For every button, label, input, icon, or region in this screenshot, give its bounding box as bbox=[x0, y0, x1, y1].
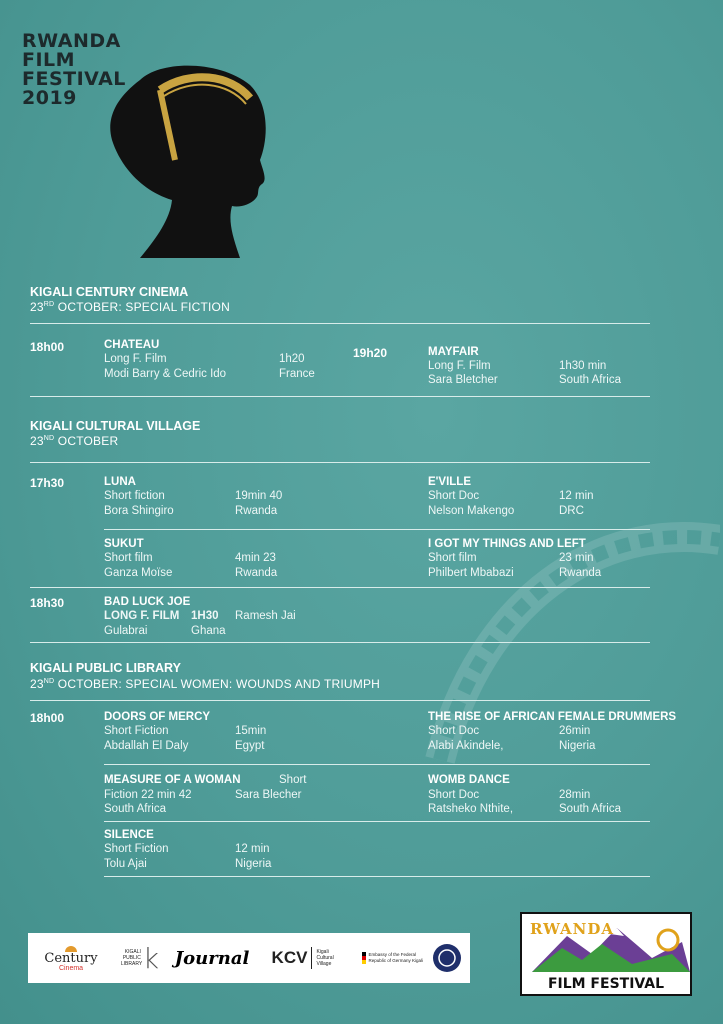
kigali-public-library-logo: KIGALI PUBLIC LIBRARY k bbox=[120, 941, 160, 975]
film-category: Short fiction bbox=[104, 490, 165, 502]
divider bbox=[30, 462, 650, 463]
film-country: DRC bbox=[559, 505, 584, 517]
screening-time: 18h30 bbox=[30, 596, 65, 610]
venue-date: 23ND OCTOBER bbox=[30, 434, 119, 448]
film-country: Rwanda bbox=[235, 505, 278, 517]
festival-title-line-1: RWANDA bbox=[22, 30, 121, 52]
film-duration: 26min bbox=[559, 725, 591, 737]
film-director: Sara Blecher bbox=[235, 789, 302, 801]
film-director: Ratsheko Nthite, bbox=[428, 803, 514, 815]
film-duration: 1H30 bbox=[191, 610, 219, 622]
festival-title-line-3: FESTIVAL bbox=[22, 68, 126, 90]
film-director: Abdallah El Daly bbox=[104, 740, 189, 752]
film-duration: 4min 23 bbox=[235, 552, 276, 564]
film-country: Rwanda bbox=[559, 567, 602, 579]
film-country: South Africa bbox=[559, 803, 622, 815]
film-director: Bora Shingiro bbox=[104, 505, 174, 517]
film-director: Ramesh Jai bbox=[235, 610, 296, 622]
film-country: Nigeria bbox=[559, 740, 596, 752]
film-duration: 12 min bbox=[559, 490, 594, 502]
film-duration: 23 min bbox=[559, 552, 594, 564]
film-title: DOORS OF MERCY bbox=[104, 711, 211, 723]
film-country: Nigeria bbox=[235, 858, 272, 870]
film-director: Tolu Ajai bbox=[104, 858, 147, 870]
film-country: South Africa bbox=[559, 374, 622, 386]
film-duration: 19min 40 bbox=[235, 490, 283, 502]
film-director: Gulabrai bbox=[104, 625, 148, 637]
film-title: WOMB DANCE bbox=[428, 774, 510, 786]
screening-time: 18h00 bbox=[30, 340, 65, 354]
film-duration: 15min bbox=[235, 725, 267, 737]
film-country: Ghana bbox=[191, 625, 226, 637]
film-title: MEASURE OF A WOMAN bbox=[104, 774, 241, 786]
screening-time: 19h20 bbox=[353, 346, 388, 360]
film-director: Sara Bletcher bbox=[428, 374, 498, 386]
german-embassy-logo: Embassy of the Federal Republic of Germany Kigali bbox=[358, 933, 428, 983]
divider bbox=[30, 642, 650, 643]
kcv-logo: KCV Kigali Cultural Village bbox=[271, 948, 334, 967]
divider bbox=[30, 587, 650, 588]
film-country: South Africa bbox=[104, 803, 167, 815]
venue-name: KIGALI CENTURY CINEMA bbox=[30, 285, 189, 299]
film-category: Short Fiction bbox=[104, 725, 169, 737]
film-country: France bbox=[279, 368, 315, 380]
film-title: BAD LUCK JOE bbox=[104, 596, 191, 608]
divider bbox=[104, 529, 650, 530]
film-category: Short Doc bbox=[428, 789, 480, 801]
logo-film-festival-text: FILM FESTIVAL bbox=[547, 976, 665, 992]
film-director: Alabi Akindele, bbox=[428, 740, 504, 752]
emblem-logo bbox=[430, 933, 464, 983]
woman-silhouette-illustration bbox=[100, 60, 280, 260]
film-title: MAYFAIR bbox=[428, 346, 479, 358]
divider bbox=[104, 821, 650, 822]
film-category: Short Fiction bbox=[104, 843, 169, 855]
rwanda-film-festival-logo bbox=[520, 912, 692, 996]
film-category: Short Doc bbox=[428, 725, 480, 737]
film-duration: 1h30 min bbox=[559, 360, 607, 372]
film-country: Egypt bbox=[235, 740, 265, 752]
film-category: Short bbox=[279, 774, 307, 786]
film-title: CHATEAU bbox=[104, 339, 160, 351]
film-title: LUNA bbox=[104, 476, 136, 488]
film-category: Long F. Film bbox=[428, 360, 491, 372]
festival-title-line-4: 2019 bbox=[22, 87, 77, 109]
film-director: Ganza Moïse bbox=[104, 567, 173, 579]
film-title: I GOT MY THINGS AND LEFT bbox=[428, 538, 586, 550]
film-duration: 28min bbox=[559, 789, 591, 801]
film-category: Fiction 22 min 42 bbox=[104, 789, 192, 801]
film-country: Rwanda bbox=[235, 567, 278, 579]
screening-time: 17h30 bbox=[30, 476, 65, 490]
film-title: E'VILLE bbox=[428, 476, 471, 488]
journal-logo: Journal bbox=[174, 947, 250, 969]
film-category: Short Doc bbox=[428, 490, 480, 502]
century-cinema-logo: Century Cinema bbox=[34, 933, 108, 983]
film-director: Modi Barry & Cedric Ido bbox=[104, 368, 227, 380]
divider bbox=[104, 876, 650, 877]
film-duration: 1h20 bbox=[279, 353, 305, 365]
venue-name: KIGALI CULTURAL VILLAGE bbox=[30, 419, 201, 433]
film-title: SUKUT bbox=[104, 538, 144, 550]
venue-date: 23RD OCTOBER: SPECIAL FICTION bbox=[30, 300, 230, 314]
venue-date: 23ND OCTOBER: SPECIAL WOMEN: WOUNDS AND TRIUMPH bbox=[30, 677, 381, 691]
festival-title-line-2: FILM bbox=[22, 49, 76, 71]
screening-time: 18h00 bbox=[30, 711, 65, 725]
divider bbox=[30, 323, 650, 324]
divider bbox=[30, 700, 650, 701]
film-category: Long F. Film bbox=[104, 353, 167, 365]
sponsor-logos-bar bbox=[28, 933, 470, 983]
film-duration: 12 min bbox=[235, 843, 270, 855]
film-title: THE RISE OF AFRICAN FEMALE DRUMMERS bbox=[428, 711, 677, 723]
film-category: Short film bbox=[428, 552, 477, 564]
circle-emblem-icon bbox=[432, 943, 462, 973]
film-title: SILENCE bbox=[104, 829, 154, 841]
logo-rwanda-text: RWANDA bbox=[530, 920, 615, 938]
film-category: Short film bbox=[104, 552, 153, 564]
venue-name: KIGALI PUBLIC LIBRARY bbox=[30, 661, 181, 675]
divider bbox=[104, 764, 650, 765]
divider bbox=[30, 396, 650, 397]
film-director: Philbert Mbabazi bbox=[428, 567, 514, 579]
film-category: LONG F. FILM bbox=[104, 610, 180, 622]
film-director: Nelson Makengo bbox=[428, 505, 515, 517]
